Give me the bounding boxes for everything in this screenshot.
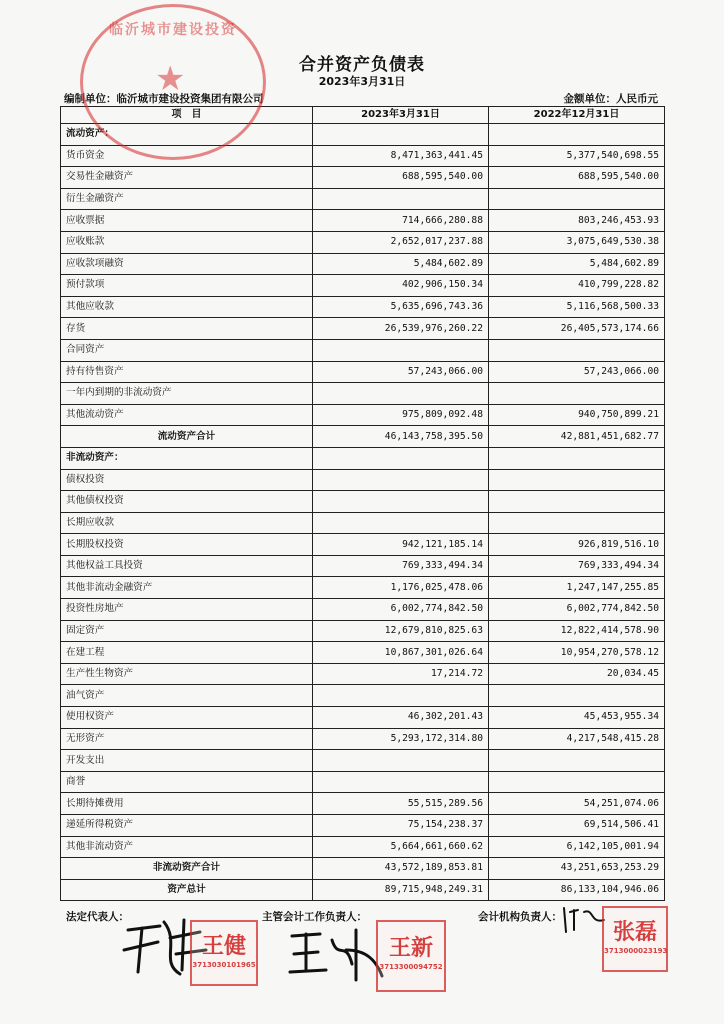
value-prior	[489, 339, 665, 361]
table-row	[61, 642, 665, 664]
row-label: 流动资产合计	[61, 426, 313, 448]
row-label: 非流动资产：	[61, 447, 313, 469]
row-label: 在建工程	[61, 642, 313, 664]
seal-legal-rep	[190, 920, 258, 986]
value-current	[313, 750, 489, 772]
section-row	[61, 124, 665, 146]
value-current: 55,515,289.56	[313, 793, 489, 815]
row-label: 其他流动资产	[61, 404, 313, 426]
value-current: 89,715,948,249.31	[313, 879, 489, 901]
value-prior: 688,595,540.00	[489, 167, 665, 189]
value-prior	[489, 512, 665, 534]
value-current: 769,333,494.34	[313, 555, 489, 577]
seal-accounting-org-no: 3713000023193	[604, 947, 668, 955]
value-prior	[489, 469, 665, 491]
table-row	[61, 296, 665, 318]
value-current: 942,121,185.14	[313, 534, 489, 556]
value-prior	[489, 771, 665, 793]
row-label: 存货	[61, 318, 313, 340]
header-item: 项 目	[61, 107, 313, 124]
row-label: 应收账款	[61, 231, 313, 253]
table-row	[61, 555, 665, 577]
row-label: 其他非流动金融资产	[61, 577, 313, 599]
table-row	[61, 383, 665, 405]
seal-accounting-org-name: 张磊	[612, 920, 657, 945]
seal-accounting-head-no: 3713300094752	[379, 963, 443, 971]
table-row	[61, 599, 665, 621]
row-label: 无形资产	[61, 728, 313, 750]
value-current: 26,539,976,260.22	[313, 318, 489, 340]
value-current: 688,595,540.00	[313, 167, 489, 189]
row-label: 交易性金融资产	[61, 167, 313, 189]
value-current: 2,652,017,237.88	[313, 231, 489, 253]
value-current: 5,664,661,660.62	[313, 836, 489, 858]
row-label: 应收票据	[61, 210, 313, 232]
table-row	[61, 534, 665, 556]
row-label: 一年内到期的非流动资产	[61, 383, 313, 405]
value-prior: 45,453,955.34	[489, 707, 665, 729]
value-prior: 57,243,066.00	[489, 361, 665, 383]
unit-value: 人民币元	[616, 93, 658, 105]
value-prior: 4,217,548,415.28	[489, 728, 665, 750]
value-prior: 86,133,104,946.06	[489, 879, 665, 901]
row-label: 长期股权投资	[61, 534, 313, 556]
value-prior: 69,514,506.41	[489, 815, 665, 837]
row-label: 长期应收款	[61, 512, 313, 534]
value-current: 975,809,092.48	[313, 404, 489, 426]
value-current	[313, 771, 489, 793]
header-prior: 2022年12月31日	[489, 107, 665, 124]
value-prior	[489, 750, 665, 772]
value-prior: 6,002,774,842.50	[489, 599, 665, 621]
header-current: 2023年3月31日	[313, 107, 489, 124]
row-label: 衍生金融资产	[61, 188, 313, 210]
row-label: 其他权益工具投资	[61, 555, 313, 577]
star-icon: ★	[155, 59, 186, 99]
value-prior	[489, 447, 665, 469]
table-row	[61, 188, 665, 210]
row-label: 其他应收款	[61, 296, 313, 318]
seal-accounting-org	[602, 906, 668, 972]
value-current: 714,666,280.88	[313, 210, 489, 232]
total-row	[61, 426, 665, 448]
table-row	[61, 361, 665, 383]
value-prior: 12,822,414,578.90	[489, 620, 665, 642]
row-label: 合同资产	[61, 339, 313, 361]
value-current: 46,143,758,395.50	[313, 426, 489, 448]
section-row	[61, 447, 665, 469]
seal-legal-rep-no: 3713030101965	[192, 961, 256, 969]
unit-line	[564, 91, 659, 106]
value-current	[313, 124, 489, 146]
table-row	[61, 620, 665, 642]
value-prior: 42,881,451,682.77	[489, 426, 665, 448]
table-row	[61, 253, 665, 275]
company-seal-stamp: 临沂城市建设投资 ★	[80, 4, 266, 160]
value-current: 46,302,201.43	[313, 707, 489, 729]
value-prior: 5,377,540,698.55	[489, 145, 665, 167]
value-prior	[489, 685, 665, 707]
table-row	[61, 793, 665, 815]
accounting-head-label: 主管会计工作负责人：	[262, 911, 367, 923]
compiler-line	[64, 91, 264, 106]
row-label: 使用权资产	[61, 707, 313, 729]
signature-accounting-org	[560, 904, 610, 936]
value-current: 402,906,150.34	[313, 275, 489, 297]
table-row	[61, 836, 665, 858]
value-current: 43,572,189,853.81	[313, 858, 489, 880]
value-current	[313, 447, 489, 469]
seal-accounting-head	[376, 920, 446, 992]
table-row	[61, 210, 665, 232]
row-label: 持有待售资产	[61, 361, 313, 383]
value-current: 57,243,066.00	[313, 361, 489, 383]
value-current	[313, 491, 489, 513]
value-current	[313, 685, 489, 707]
accounting-org-label: 会计机构负责人：	[478, 911, 562, 923]
row-label: 开发支出	[61, 750, 313, 772]
value-current: 75,154,238.37	[313, 815, 489, 837]
row-label: 长期待摊费用	[61, 793, 313, 815]
value-prior: 803,246,453.93	[489, 210, 665, 232]
balance-sheet-table	[60, 106, 665, 901]
table-row	[61, 512, 665, 534]
value-prior: 3,075,649,530.38	[489, 231, 665, 253]
row-label: 固定资产	[61, 620, 313, 642]
table-body	[61, 124, 665, 901]
row-label: 资产总计	[61, 879, 313, 901]
value-current	[313, 383, 489, 405]
value-current	[313, 188, 489, 210]
row-label: 债权投资	[61, 469, 313, 491]
value-prior	[489, 491, 665, 513]
value-prior: 10,954,270,578.12	[489, 642, 665, 664]
unit-label: 金额单位：	[563, 93, 616, 105]
seal-accounting-head-name: 王新	[388, 936, 433, 961]
value-current: 5,635,696,743.36	[313, 296, 489, 318]
row-label: 货币资金	[61, 145, 313, 167]
row-label: 递延所得税资产	[61, 815, 313, 837]
seal-legal-rep-name: 王健	[201, 934, 246, 959]
legal-rep-label: 法定代表人：	[66, 911, 129, 923]
value-prior: 1,247,147,255.85	[489, 577, 665, 599]
value-prior: 6,142,105,001.94	[489, 836, 665, 858]
compiler-label: 编制单位：	[64, 93, 117, 105]
value-prior: 54,251,074.06	[489, 793, 665, 815]
table-header-row	[61, 107, 665, 124]
value-current: 5,293,172,314.80	[313, 728, 489, 750]
table-row	[61, 771, 665, 793]
value-prior: 20,034.45	[489, 663, 665, 685]
row-label: 商誉	[61, 771, 313, 793]
table-row	[61, 469, 665, 491]
table-row	[61, 577, 665, 599]
signature-accounting-head	[286, 920, 386, 990]
value-prior: 940,750,899.21	[489, 404, 665, 426]
compiler-name: 临沂城市建设投资集团有限公司	[116, 93, 264, 105]
row-label: 生产性生物资产	[61, 663, 313, 685]
table-row	[61, 491, 665, 513]
row-label: 应收款项融资	[61, 253, 313, 275]
value-prior	[489, 188, 665, 210]
value-prior: 926,819,516.10	[489, 534, 665, 556]
table-row	[61, 685, 665, 707]
table-row	[61, 404, 665, 426]
row-label: 预付款项	[61, 275, 313, 297]
value-current: 17,214.72	[313, 663, 489, 685]
value-prior: 43,251,653,253.29	[489, 858, 665, 880]
table-row	[61, 167, 665, 189]
value-prior: 5,116,568,500.33	[489, 296, 665, 318]
table-row	[61, 815, 665, 837]
total-row	[61, 879, 665, 901]
row-label: 投资性房地产	[61, 599, 313, 621]
value-current: 8,471,363,441.45	[313, 145, 489, 167]
value-current: 6,002,774,842.50	[313, 599, 489, 621]
row-label: 非流动资产合计	[61, 858, 313, 880]
value-prior: 5,484,602.89	[489, 253, 665, 275]
value-current: 12,679,810,825.63	[313, 620, 489, 642]
value-current	[313, 339, 489, 361]
table-row	[61, 318, 665, 340]
value-current	[313, 512, 489, 534]
value-prior	[489, 124, 665, 146]
row-label: 流动资产：	[61, 124, 313, 146]
total-row	[61, 858, 665, 880]
value-prior	[489, 383, 665, 405]
table-row	[61, 339, 665, 361]
value-current: 10,867,301,026.64	[313, 642, 489, 664]
value-prior: 769,333,494.34	[489, 555, 665, 577]
table-row	[61, 707, 665, 729]
value-prior: 26,405,573,174.66	[489, 318, 665, 340]
signature-legal-rep	[120, 912, 210, 982]
table-row	[61, 231, 665, 253]
value-current: 1,176,025,478.06	[313, 577, 489, 599]
table-row	[61, 728, 665, 750]
value-current	[313, 469, 489, 491]
row-label: 其他债权投资	[61, 491, 313, 513]
table-row	[61, 275, 665, 297]
row-label: 其他非流动资产	[61, 836, 313, 858]
table-row	[61, 663, 665, 685]
table-row	[61, 750, 665, 772]
row-label: 油气资产	[61, 685, 313, 707]
report-date: 2023年3月31日	[318, 75, 406, 88]
value-prior: 410,799,228.82	[489, 275, 665, 297]
value-current: 5,484,602.89	[313, 253, 489, 275]
report-title: 合并资产负债表	[299, 55, 425, 75]
table-row	[61, 145, 665, 167]
